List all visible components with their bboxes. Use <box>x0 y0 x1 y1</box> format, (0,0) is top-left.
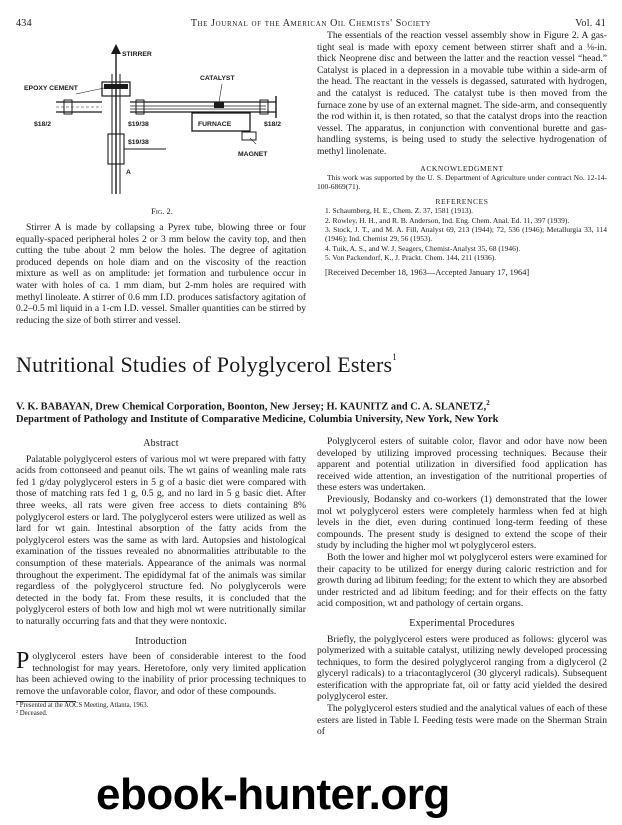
abstract-heading: Abstract <box>143 438 179 449</box>
label-joint-b: $19/38 <box>128 121 149 128</box>
author-footnote-mark: 2 <box>486 399 490 407</box>
label-joint-c: $18/2 <box>264 121 282 128</box>
body-paragraph: The polyglycerol esters studied and the analytical values of each of these esters are listed in Table I. Feeding tests were made on the Sherman Strain of <box>317 703 607 738</box>
received-date: [Received December 18, 1963—Accepted January 17, 1964] <box>325 267 530 277</box>
body-paragraph: Briefly, the polyglycerol esters were produced as follows: glycerol was polymerized with a suitable catalyst, utilizing newly developed processing techniques, to form the desired polyglycerol ranging from a diglycerol (2 glyceryl radicals) to a triacontaglycerol (30 glyceryl radicals). Subsequent esterification with the appropriate fat, oil or fatty acid yielded the desired polyglycerol ester. <box>317 633 607 703</box>
introduction-heading: Introduction <box>135 635 187 647</box>
body-paragraph: Previously, Bodansky and co-workers (1) demonstrated that the lower mol wt polyglycerol esters were completely harmless when fed at high levels in the diet, even during continued long-term feeding of these compounds. The present study is designed to extend the scope of their study by including the higher mol wt polyglycerol esters. <box>317 493 607 552</box>
label-magnet: MAGNET <box>238 151 268 158</box>
watermark: ebook-hunter.org <box>96 770 450 819</box>
journal-title: The Journal of the American Oil Chemists' Society <box>190 18 432 29</box>
apparatus-diagram <box>16 44 308 204</box>
affiliation: Department of Pathology and Institute of Comparative Medicine, Columbia University, New York, New York <box>16 414 499 426</box>
label-stirrer: STIRRER <box>122 51 152 58</box>
reference-item: 4. Tuik, A. S., and W. J. Seagers, Chemist-Analyst 35, 68 (1946). <box>325 243 521 253</box>
stirrer-paragraph: Stirrer A is made by collapsing a Pyrex tube, blowing three or four equally-spaced peripheral holes 2 or 3 mm below the cavity top, and then cutting the tube about 2 mm below the holes. The degree of agitation produced depends on hole diam and on the viscosity of the reaction mixture as well as on amplitude: jet formation and turbulence occur in water with holes of ca. 1 mm diam, but 2-mm holes are required with methyl linoleate. A stirrer of 0.6 mm I.D. produces satisfactory agitation of 0.2–0.5 ml liquid in a 1-cm I.D. vessel. Smaller quantities can be stirred by reducing the size of both stirrer and vessel. <box>16 222 306 326</box>
reference-item: 2. Rowley, H. H., and R. B. Anderson, Ind. Eng. Chem. Anal. Ed. 11, 397 (1939). <box>325 215 570 225</box>
assembly-paragraph: The essentials of the reaction vessel assembly show in Figure 2. A gas-tight seal is made with epoxy cement between stirrer shaft and a ⅛-in. thick Neoprene disc and between the latter and the reaction vessel “head.” Catalyst is placed in a depression in a movable tube within a side-arm of the head. The reactant in the vessels is degassed, saturated with hydrogen, and the catalyst is reduced. The catalyst tube is then moved from the furnace zone by use of an external magnet. The side-arm, and consequently the rod within it, is then rotated, so that the catalyst drops into the reaction vessel. The apparatus, in conjunction with conventional burette and gas-handling systems, is being used to study the selective hydrogenation of methyl linolenate. <box>317 30 607 157</box>
page-number: 434 <box>16 18 32 29</box>
article-title: Nutritional Studies of Polyglycerol Esters$^1$ <box>16 352 397 377</box>
right-column <box>317 436 607 738</box>
figure-2 <box>16 44 308 204</box>
acknowledgment-text: This work was supported by the U. S. Department of Agriculture under contract No. 12-14-100-6869(71). <box>317 172 607 192</box>
label-joint-d: $19/38 <box>128 139 149 146</box>
reference-item: 5. Von Packendorf, K., J. Prackt. Chem. 144, 211 (1936). <box>325 253 497 263</box>
acknowledgment-heading: ACKNOWLEDGMENT <box>420 163 504 173</box>
left-column <box>16 438 306 718</box>
authors: V. K. BABAYAN, Drew Chemical Corporation, Boonton, New Jersey; H. KAUNITZ and C. A. SLANETZ, <box>16 401 487 413</box>
label-epoxy-cement: EPOXY CEMENT <box>24 85 78 92</box>
author-block <box>16 397 606 426</box>
label-joint-a: $18/2 <box>34 121 52 128</box>
footnote: ² Deceased. <box>16 710 48 718</box>
label-furnace: FURNACE <box>198 121 232 128</box>
reference-item: 1. Schaumberg, H. E., Chem. Z. 37, 1581 (1913). <box>325 206 473 216</box>
reference-item: 3. Stock, J. T., and M. A. Fill, Analyst 69, 213 (1944); 72, 536 (1946); Metallurgia 33, 114 (1946); Ind. Chemist 29, 56 (1953). <box>325 224 607 244</box>
volume-number: Vol. 41 <box>575 18 606 29</box>
references-list <box>317 206 607 262</box>
body-paragraph: Both the lower and higher mol wt polyglycerol esters were examined for their capacity to be utilized for energy during caloric restriction and for growth during ad libitum feeding; for the extent to which they are absorbed under restricted and ad libitum feeding; and for their effects on the fatty acid composition, wt and pathology of certain organs. <box>317 551 607 610</box>
body-paragraph: Polyglycerol esters of suitable color, flavor and odor have now been developed by utilizing improved processing techniques. Because their apparent and potential utilization in diversified food application has received wide attention, an investigation of the nutritional properties of these esters was undertaken. <box>317 436 607 494</box>
footnote: ¹ Presented at the AOCS Meeting, Atlanta, 1963. <box>16 702 149 710</box>
title-footnote-mark: 1 <box>392 352 397 362</box>
introduction-text: Polyglycerol esters have been of considerable interest to the food technologist for may years. Heretofore, only very limited application has been achieved owing to the inability of prior processing techniques to remove the unfavorable color, flavor, and odor of these compounds. <box>16 648 306 697</box>
label-catalyst: CATALYST <box>200 75 235 82</box>
label-a: A <box>126 169 131 176</box>
right-top-column <box>317 30 607 278</box>
figure-caption: Fig. 2. <box>151 206 173 216</box>
abstract-text: Palatable polyglycerol esters of various mol wt were prepared with fatty acids from cottonseed and peanut oils. The wt gains of weanling male rats fed 1 g/day polyglycerol esters in 5 g of a basic diet were compared with those of matching rats fed 1 g, 0.5 g, and no lard in 5 g basic diet. After three weeks, all rats were given free access to diets containing 8% polyglycerol esters or lard. The polyglycerol esters were utilized as well as lard for wt gain. Intestinal absorption of the fatty acids from the polyglycerol esters was the same as with lard. Autopsies and histological examination of the tissues revealed no abnormalities attributable to the consumption of these materials. Appearance of the animals was normal throughout the experiment. The epididymal fat of the animals was similar regardless of the polyglycerol structure fed. No polyglycerols were detected in the body fat. From these results, it is concluded that the polyglycerol esters of both low and high mol wt were nutritionally similar to naturally occurring fats and that they were nontoxic. <box>16 453 306 627</box>
references-heading: REFERENCES <box>435 196 489 206</box>
experimental-heading: Experimental Procedures <box>409 617 515 629</box>
